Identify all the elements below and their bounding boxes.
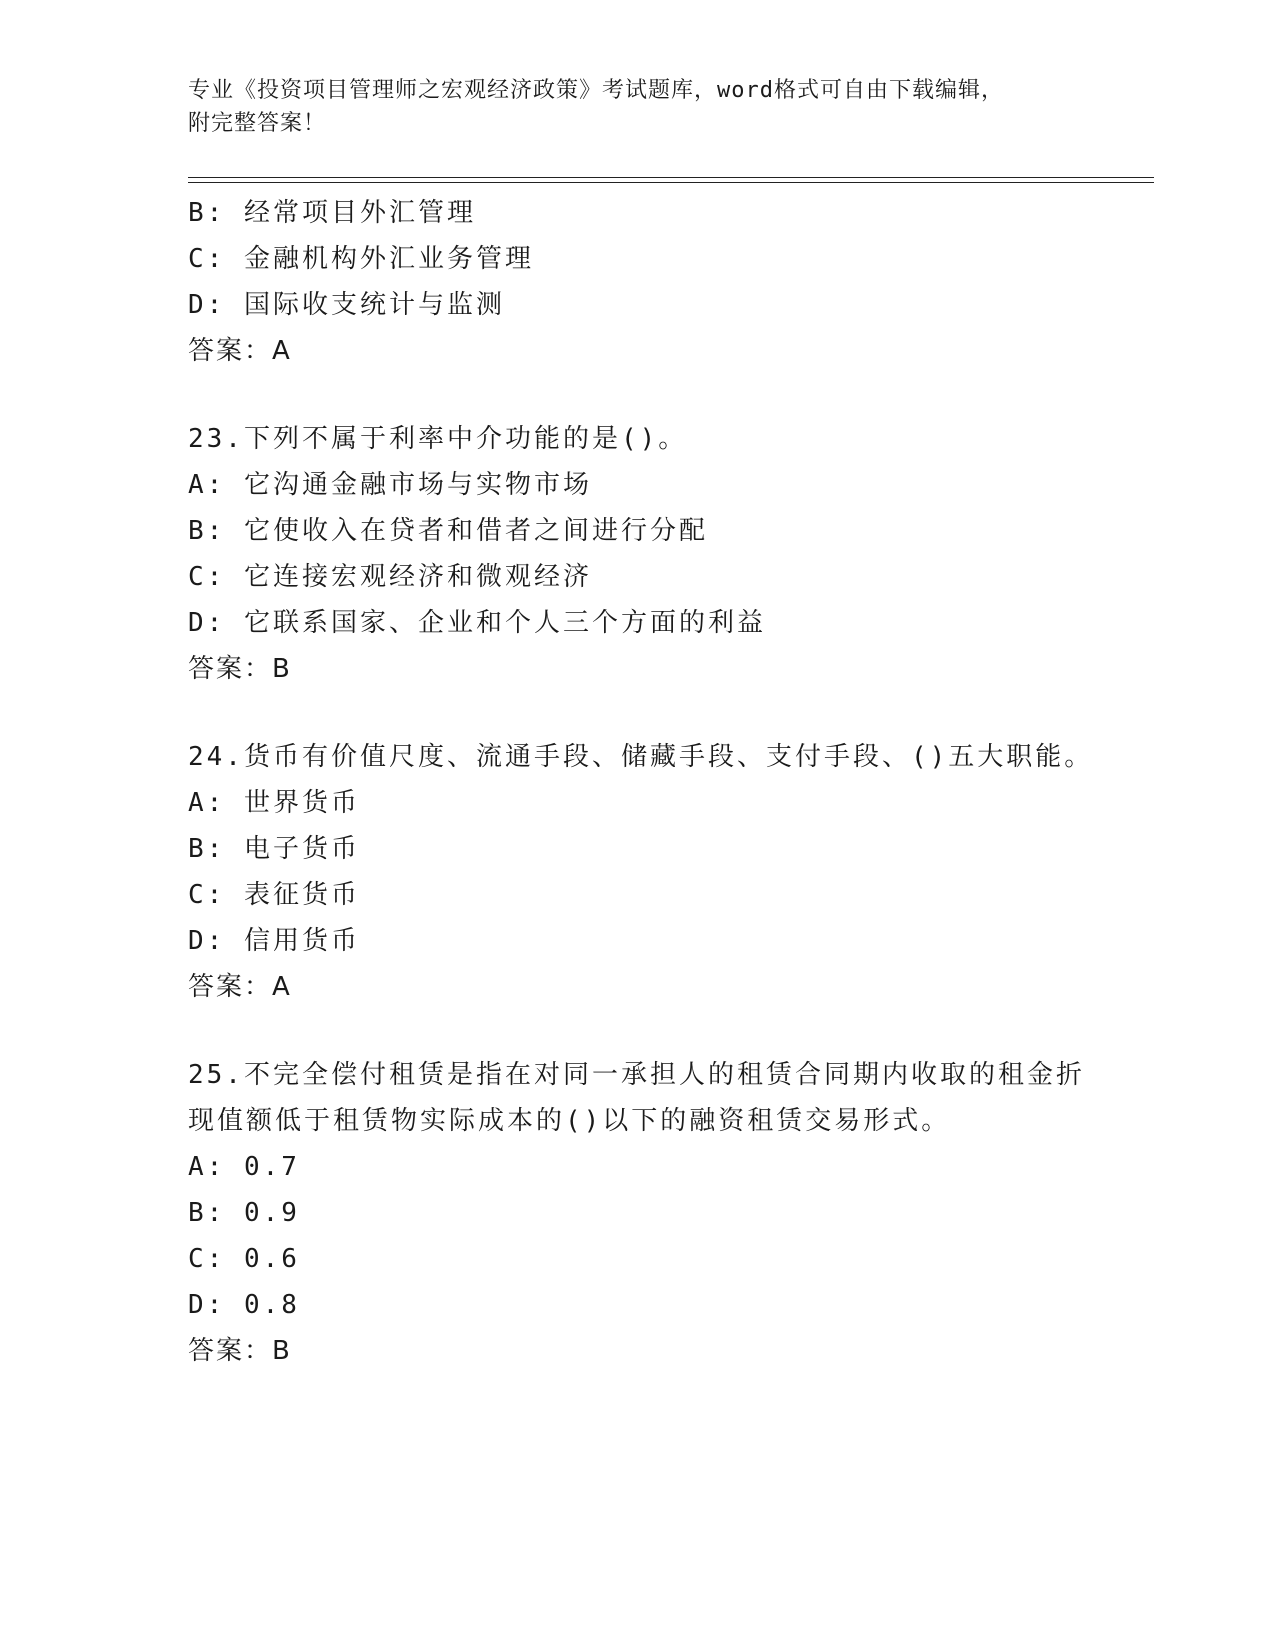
question-block bbox=[188, 1052, 1148, 1374]
question-block bbox=[188, 190, 1148, 374]
option-d: D: 0.8 bbox=[188, 1290, 300, 1320]
option-c: C: 它连接宏观经济和微观经济 bbox=[188, 562, 592, 592]
question-block bbox=[188, 734, 1148, 1010]
option-b: B: 0.9 bbox=[188, 1198, 300, 1228]
header-line-2: 附完整答案！ bbox=[188, 111, 327, 136]
answer-line: 答案：A bbox=[188, 972, 292, 1002]
option-a: A: 它沟通金融市场与实物市场 bbox=[188, 470, 592, 500]
question-list bbox=[188, 190, 1148, 1374]
option-c: C: 0.6 bbox=[188, 1244, 300, 1274]
option-d: D: 信用货币 bbox=[188, 926, 360, 956]
option-a: A: 0.7 bbox=[188, 1152, 300, 1182]
option-b: B: 它使收入在贷者和借者之间进行分配 bbox=[188, 516, 708, 546]
question-stem-line-1: 25.不完全偿付租赁是指在对同一承担人的租赁合同期内收取的租金折 bbox=[188, 1060, 1085, 1090]
question-stem-line-2: 现值额低于租赁物实际成本的()以下的融资租赁交易形式。 bbox=[188, 1106, 951, 1136]
answer-line: 答案：B bbox=[188, 654, 292, 684]
header-divider-bottom bbox=[188, 182, 1154, 183]
question-block bbox=[188, 416, 1148, 692]
option-c: C: 金融机构外汇业务管理 bbox=[188, 244, 534, 274]
option-d: D: 它联系国家、企业和个人三个方面的利益 bbox=[188, 608, 766, 638]
question-stem: 23.下列不属于利率中介功能的是()。 bbox=[188, 424, 688, 454]
option-d: D: 国际收支统计与监测 bbox=[188, 290, 505, 320]
option-a: A: 世界货币 bbox=[188, 788, 360, 818]
header-divider-top bbox=[188, 177, 1154, 178]
option-b: B: 经常项目外汇管理 bbox=[188, 198, 476, 228]
question-stem: 24.货币有价值尺度、流通手段、储藏手段、支付手段、()五大职能。 bbox=[188, 742, 1094, 772]
option-c: C: 表征货币 bbox=[188, 880, 360, 910]
answer-line: 答案：A bbox=[188, 336, 292, 366]
header-line-1: 专业《投资项目管理师之宏观经济政策》考试题库，word格式可自由下载编辑， bbox=[188, 78, 1004, 103]
answer-line: 答案：B bbox=[188, 1336, 292, 1366]
document-header bbox=[188, 74, 1108, 140]
option-b: B: 电子货币 bbox=[188, 834, 360, 864]
